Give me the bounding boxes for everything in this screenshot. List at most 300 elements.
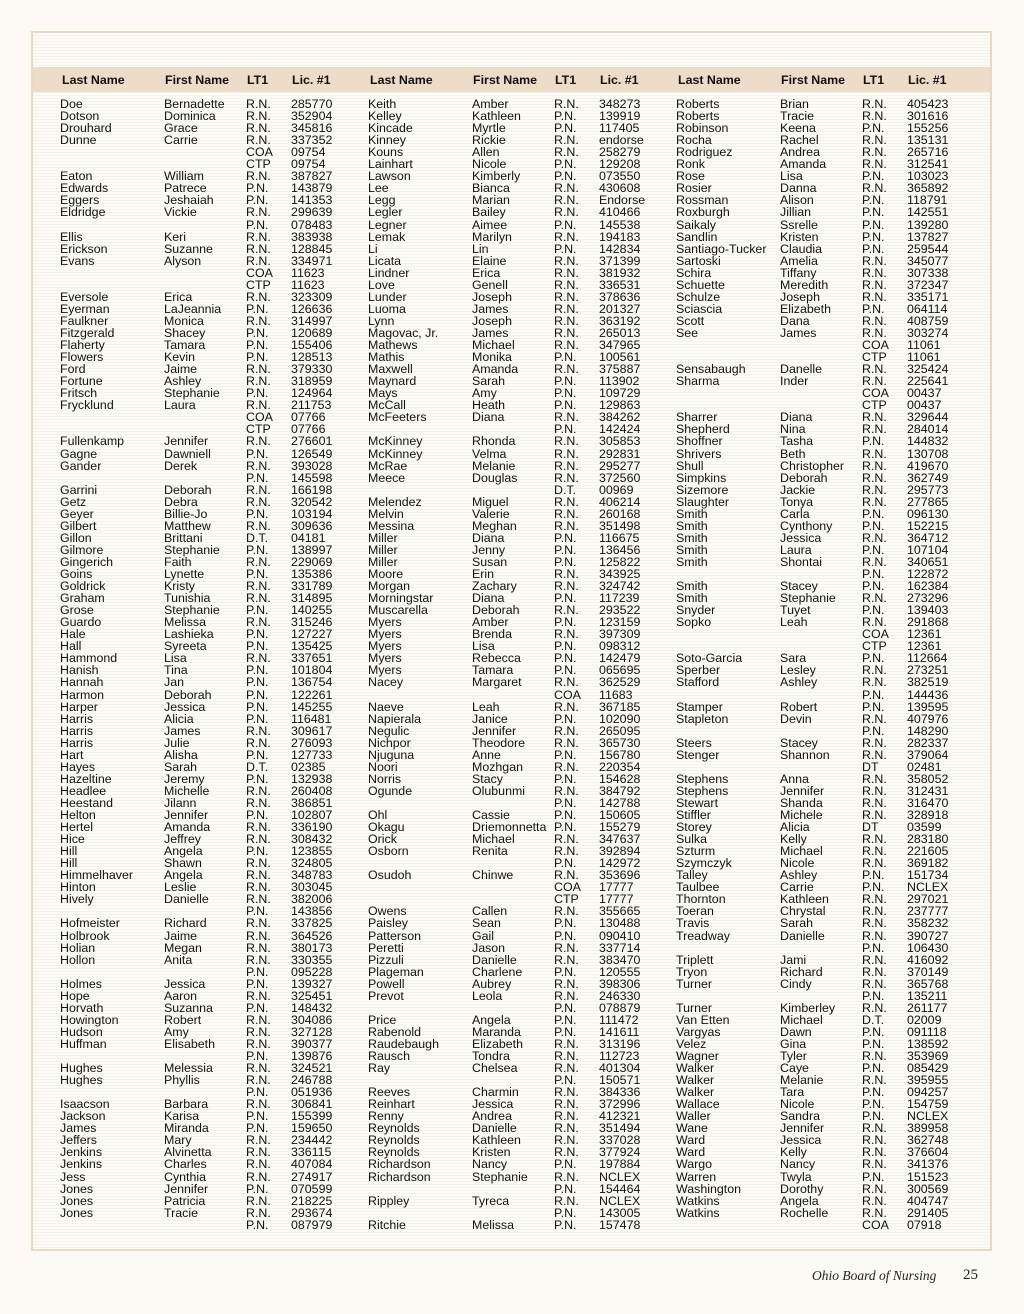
first-name: Stephanie	[164, 542, 220, 557]
license-type: P.N.	[246, 808, 269, 822]
license-number: 11683	[599, 687, 633, 702]
first-name: Jeremy	[164, 771, 205, 786]
license-type: R.N.	[554, 567, 579, 581]
license-number: 150605	[599, 808, 641, 822]
last-name: Hughes	[60, 1073, 103, 1088]
license-number: 382006	[291, 892, 333, 907]
license-number: 103023	[907, 169, 949, 184]
last-name: Harris	[60, 723, 94, 738]
last-name: Howington	[60, 1012, 119, 1027]
license-number: 381932	[599, 265, 641, 280]
last-name: Hart	[60, 747, 84, 762]
license-type: P.N.	[246, 1217, 269, 1232]
first-name: Theodore	[472, 735, 526, 750]
last-name: Steers	[676, 735, 712, 750]
last-name: Huffman	[60, 1036, 107, 1051]
license-type: R.N.	[554, 494, 579, 509]
last-name: Hope	[60, 988, 90, 1003]
license-number: 142788	[599, 795, 641, 810]
license-number: 125822	[599, 554, 641, 569]
first-name: Megan	[164, 940, 202, 955]
license-number: 142551	[907, 205, 949, 220]
first-name: Nicole	[780, 856, 815, 871]
license-number: 345816	[291, 121, 333, 136]
license-number: 130708	[907, 446, 949, 461]
last-name: Hertel	[60, 820, 94, 834]
last-name: Turner	[676, 976, 713, 991]
license-number: 136456	[599, 542, 641, 557]
license-type: P.N.	[862, 1036, 885, 1051]
first-name: Sarah	[164, 759, 198, 774]
first-name: Syreeta	[164, 639, 207, 654]
last-name: Harris	[60, 711, 94, 726]
first-name: Tuyet	[780, 603, 811, 618]
last-name: Osudoh	[368, 868, 412, 883]
first-name: Robert	[164, 1012, 202, 1027]
license-type: R.N.	[862, 1157, 887, 1172]
license-type: P.N.	[862, 169, 885, 184]
license-type: R.N.	[554, 229, 579, 244]
first-name: Rochelle	[780, 1205, 829, 1220]
first-name: Jessica	[472, 1097, 514, 1112]
license-type: R.N.	[554, 759, 579, 774]
last-name: Gilmore	[60, 542, 104, 557]
license-type: P.N.	[862, 121, 885, 136]
first-name: Jennifer	[780, 783, 825, 798]
last-name: Nacey	[368, 675, 404, 690]
last-name: Sulka	[676, 832, 707, 847]
license-number: 325424	[907, 362, 949, 377]
license-type: P.N.	[862, 567, 885, 581]
license-type: P.N.	[862, 518, 885, 533]
license-type: R.N.	[862, 771, 887, 786]
first-name: Ashley	[780, 675, 818, 690]
last-name: Wargo	[676, 1157, 713, 1172]
first-name: Michael	[472, 338, 515, 352]
license-type: R.N.	[554, 976, 579, 991]
first-name: Jessica	[780, 530, 822, 545]
license-number: 135425	[291, 639, 333, 654]
header-license-number: Lic. #1	[908, 73, 947, 87]
license-number: 143879	[291, 181, 333, 196]
license-number: 309636	[291, 518, 333, 533]
first-name: Jessica	[780, 1133, 822, 1148]
license-number: 154759	[907, 1097, 949, 1112]
license-number: 139595	[907, 699, 949, 714]
license-number: 375887	[599, 362, 641, 377]
first-name: Kristen	[472, 1145, 511, 1160]
last-name: Walker	[676, 1085, 715, 1100]
license-type: R.N.	[246, 362, 271, 377]
last-name: Powell	[368, 976, 405, 991]
license-type: P.N.	[246, 446, 269, 461]
last-name: Van Etten	[676, 1012, 730, 1027]
last-name: Paisley	[368, 916, 408, 931]
last-name: Smith	[676, 554, 708, 569]
first-name: Jillian	[780, 205, 811, 220]
license-type: P.N.	[246, 1000, 269, 1015]
license-type: P.N.	[554, 1217, 577, 1232]
license-number: 312541	[907, 157, 949, 172]
license-number: 154464	[599, 1181, 641, 1196]
license-type: P.N.	[862, 1169, 885, 1184]
license-type: R.N.	[862, 856, 887, 871]
license-type: R.N.	[554, 579, 579, 593]
last-name: Shull	[676, 458, 704, 473]
first-name: Dawn	[780, 1024, 812, 1039]
license-type: CTP	[862, 350, 887, 365]
license-number: 395955	[907, 1073, 949, 1088]
first-name: Tara	[780, 1085, 805, 1100]
license-type: P.N.	[246, 976, 269, 991]
last-name: Smith	[676, 542, 708, 557]
license-type: R.N.	[862, 1193, 887, 1208]
license-type: P.N.	[246, 904, 269, 919]
license-type: P.N.	[554, 808, 577, 822]
first-name: Melissa	[472, 1217, 514, 1232]
license-type: R.N.	[554, 1121, 579, 1136]
first-name: Inder	[780, 374, 809, 389]
last-name: Hill	[60, 844, 78, 859]
last-name: Jones	[60, 1181, 94, 1196]
license-number: 197884	[599, 1157, 641, 1172]
last-name: Eggers	[60, 193, 100, 208]
license-type: P.N.	[862, 434, 885, 449]
license-number: 073550	[599, 169, 641, 184]
last-name: Taulbee	[676, 880, 720, 895]
first-name: Velma	[472, 446, 507, 461]
license-number: 377924	[599, 1145, 641, 1160]
license-number: 137827	[907, 229, 949, 244]
first-name: Nicole	[472, 157, 507, 172]
license-type: CTP	[554, 892, 579, 907]
page-number: 25	[963, 1267, 978, 1283]
license-type: P.N.	[246, 193, 269, 208]
license-number: 284014	[907, 422, 949, 437]
license-type: P.N.	[246, 663, 269, 678]
license-type: P.N.	[554, 542, 577, 557]
last-name: Kouns	[368, 145, 404, 160]
license-type: P.N.	[246, 1049, 269, 1063]
license-number: 295277	[599, 458, 641, 473]
license-type: P.N.	[246, 1085, 269, 1100]
license-number: 136754	[291, 675, 333, 690]
license-type: R.N.	[554, 133, 579, 148]
first-name: Jennifer	[164, 434, 209, 449]
license-type: R.N.	[862, 1049, 887, 1063]
last-name: Richardson	[368, 1169, 431, 1184]
first-name: Kelly	[780, 832, 807, 847]
license-type: P.N.	[554, 663, 577, 678]
license-type: P.N.	[862, 579, 885, 593]
license-type: P.N.	[862, 205, 885, 220]
license-type: R.N.	[554, 735, 579, 750]
license-number: 362749	[907, 470, 949, 485]
last-name: Slaughter	[676, 494, 730, 509]
last-name: Reynolds	[368, 1121, 420, 1136]
first-name: Shacey	[164, 326, 206, 340]
last-name: Sartoski	[676, 253, 721, 268]
first-name: Douglas	[472, 470, 518, 485]
license-number: 144832	[907, 434, 949, 449]
license-type: CTP	[862, 398, 887, 413]
last-name: Vargyas	[676, 1024, 721, 1039]
license-type: R.N.	[246, 723, 271, 738]
license-type: R.N.	[246, 615, 271, 630]
license-type: R.N.	[554, 434, 579, 449]
first-name: Joseph	[472, 313, 512, 328]
last-name: Miller	[368, 542, 398, 557]
first-name: Diana	[472, 530, 505, 545]
license-type: R.N.	[246, 820, 271, 834]
first-name: Jaime	[164, 362, 198, 377]
first-name: Dana	[780, 313, 810, 328]
first-name: Renita	[472, 844, 508, 859]
header-license-number: Lic. #1	[600, 73, 639, 87]
last-name: Hollon	[60, 952, 96, 967]
license-type: R.N.	[862, 97, 887, 111]
first-name: Rebecca	[472, 651, 521, 666]
last-name: Guardo	[60, 615, 102, 630]
license-number: 11623	[291, 277, 325, 292]
license-number: 293522	[599, 603, 641, 618]
last-name: Watkins	[676, 1193, 720, 1208]
license-type: R.N.	[554, 205, 579, 220]
license-number: 128845	[291, 241, 333, 256]
license-type: R.N.	[554, 627, 579, 642]
license-number: 379330	[291, 362, 333, 377]
license-number: 148432	[291, 1000, 333, 1015]
license-type: R.N.	[862, 976, 887, 991]
license-number: 234442	[291, 1133, 333, 1148]
license-type: R.N.	[862, 663, 887, 678]
license-type: R.N.	[862, 1121, 887, 1136]
license-type: P.N.	[554, 1024, 577, 1039]
license-type: R.N.	[554, 832, 579, 847]
first-name: Christopher	[780, 458, 845, 473]
last-name: Horvath	[60, 1000, 104, 1015]
license-type: R.N.	[862, 675, 887, 690]
license-type: R.N.	[246, 1205, 271, 1220]
license-number: 401304	[599, 1061, 641, 1075]
license-type: P.N.	[554, 747, 577, 762]
last-name: Warren	[676, 1169, 717, 1184]
first-name: Erin	[472, 567, 495, 581]
license-type: R.N.	[246, 1061, 271, 1075]
license-number: NCLEX	[907, 880, 949, 895]
first-name: Gail	[472, 928, 495, 943]
license-type: R.N.	[862, 832, 887, 847]
first-name: Meredith	[780, 277, 829, 292]
license-type: P.N.	[554, 1073, 577, 1088]
license-type: R.N.	[246, 554, 271, 569]
license-type: R.N.	[554, 1097, 579, 1112]
last-name: Garrini	[60, 482, 98, 497]
first-name: Patrece	[164, 181, 207, 196]
last-name: Treadway	[676, 928, 730, 943]
license-number: 070599	[291, 1181, 333, 1196]
first-name: Kimberley	[780, 1000, 836, 1015]
license-type: P.N.	[246, 181, 269, 196]
first-name: Grace	[164, 121, 198, 136]
license-type: R.N.	[554, 988, 579, 1003]
license-type: P.N.	[554, 964, 577, 979]
license-type: R.N.	[246, 133, 271, 148]
first-name: Deborah	[164, 687, 212, 702]
last-name: Toeran	[676, 904, 714, 919]
license-number: 138592	[907, 1036, 949, 1051]
last-name: Ward	[676, 1145, 706, 1160]
first-name: Andrea	[780, 145, 820, 160]
last-name: Shoffner	[676, 434, 723, 449]
last-name: Evans	[60, 253, 95, 268]
last-name: Snyder	[676, 603, 716, 618]
first-name: Danielle	[472, 952, 517, 967]
license-type: R.N.	[246, 940, 271, 955]
last-name: Robinson	[676, 121, 729, 136]
license-number: 154628	[599, 771, 641, 786]
license-type: R.N.	[246, 952, 271, 967]
license-type: R.N.	[246, 289, 271, 304]
license-number: 078879	[599, 1000, 641, 1015]
first-name: Bianca	[472, 181, 510, 196]
license-number: 111472	[599, 1012, 639, 1027]
first-name: Richard	[164, 916, 207, 931]
first-name: Amber	[472, 97, 509, 111]
first-name: Vickie	[164, 205, 197, 220]
license-number: 145598	[291, 470, 333, 485]
last-name: Erickson	[60, 241, 108, 256]
header-first-name: First Name	[781, 73, 846, 87]
first-name: Carrie	[164, 133, 198, 148]
first-name: Tunishia	[164, 591, 211, 605]
first-name: Margaret	[472, 675, 522, 690]
license-type: P.N.	[554, 121, 577, 136]
first-name: William	[164, 169, 204, 184]
license-type: R.N.	[554, 446, 579, 461]
license-number: 221605	[907, 844, 949, 859]
last-name: Gillon	[60, 530, 92, 545]
last-name: Kincade	[368, 121, 413, 136]
license-type: R.N.	[246, 1169, 271, 1184]
license-number: 142972	[599, 856, 641, 871]
license-type: P.N.	[246, 747, 269, 762]
license-number: 118791	[907, 193, 948, 208]
license-type: DT	[862, 759, 879, 774]
license-type: R.N.	[862, 265, 887, 280]
header-last-name: Last Name	[370, 73, 433, 87]
last-name: Njuguna	[368, 747, 415, 762]
first-name: Melissa	[164, 615, 206, 630]
license-type: R.N.	[862, 157, 887, 172]
last-name: Goldrick	[60, 579, 106, 593]
license-number: 143005	[599, 1205, 641, 1220]
last-name: Geyer	[60, 506, 94, 521]
first-name: James	[472, 326, 509, 340]
license-type: R.N.	[554, 193, 579, 208]
license-number: 00969	[599, 482, 634, 497]
first-name: Alicia	[780, 820, 810, 834]
first-name: Beth	[780, 446, 806, 461]
license-number: 362529	[599, 675, 641, 690]
last-name: Rodriguez	[676, 145, 733, 160]
license-type: R.N.	[862, 253, 887, 268]
license-number: NCLEX	[907, 1109, 949, 1124]
license-number: 00437	[907, 386, 942, 401]
license-number: 407084	[291, 1157, 333, 1172]
license-number: 065695	[599, 663, 641, 678]
last-name: Hively	[60, 892, 94, 907]
license-number: 370149	[907, 964, 949, 979]
header-first-name: First Name	[165, 73, 230, 87]
last-name: Graham	[60, 591, 105, 605]
license-type: R.N.	[862, 133, 887, 148]
license-type: D.T.	[554, 482, 577, 497]
last-name: Myers	[368, 663, 402, 678]
license-number: 351494	[599, 1121, 641, 1136]
license-number: 276601	[291, 434, 333, 449]
license-type: R.N.	[246, 832, 271, 847]
first-name: Tina	[164, 663, 188, 678]
license-number: 323309	[291, 289, 333, 304]
last-name: Storey	[676, 820, 712, 834]
last-name: Okagu	[368, 820, 405, 834]
license-type: R.N.	[246, 1133, 271, 1148]
license-number: 352904	[291, 109, 333, 123]
license-type: P.N.	[554, 928, 577, 943]
license-number: 386851	[291, 795, 333, 810]
license-type: P.N.	[862, 651, 885, 666]
first-name: Debra	[164, 494, 198, 509]
license-type: R.N.	[862, 181, 887, 196]
license-type: P.N.	[862, 506, 885, 521]
license-type: R.N.	[862, 844, 887, 859]
license-type: P.N.	[554, 1205, 577, 1220]
last-name: Reinhart	[368, 1097, 415, 1112]
first-name: Gina	[780, 1036, 807, 1051]
license-number: 116481	[291, 711, 332, 726]
last-name: Myers	[368, 639, 402, 654]
first-name: Miranda	[164, 1121, 209, 1136]
last-name: Hofmeister	[60, 916, 120, 931]
first-name: Lashieka	[164, 627, 214, 642]
license-number: 336115	[291, 1145, 332, 1160]
license-number: 412321	[599, 1109, 641, 1124]
last-name: Rausch	[368, 1049, 411, 1063]
license-type: P.N.	[246, 964, 269, 979]
last-name: Noori	[368, 759, 398, 774]
first-name: Kristen	[780, 229, 819, 244]
first-name: Danelle	[780, 362, 823, 377]
license-type: R.N.	[246, 1073, 271, 1088]
first-name: Leslie	[164, 880, 197, 895]
license-number: 337651	[291, 651, 333, 666]
license-number: 139876	[291, 1049, 333, 1063]
license-type: D.T.	[246, 530, 269, 545]
last-name: Soto-Garcia	[676, 651, 743, 666]
license-number: 372560	[599, 470, 641, 485]
license-number: 348783	[291, 868, 333, 883]
license-type: P.N.	[246, 1181, 269, 1196]
first-name: Aaron	[164, 988, 198, 1003]
license-number: 305853	[599, 434, 641, 449]
license-number: 155256	[907, 121, 949, 136]
first-name: Diana	[472, 591, 505, 605]
license-number: 408759	[907, 313, 949, 328]
first-name: Caye	[780, 1061, 809, 1075]
header-last-name: Last Name	[678, 73, 741, 87]
header-license-type: LT1	[863, 73, 885, 87]
